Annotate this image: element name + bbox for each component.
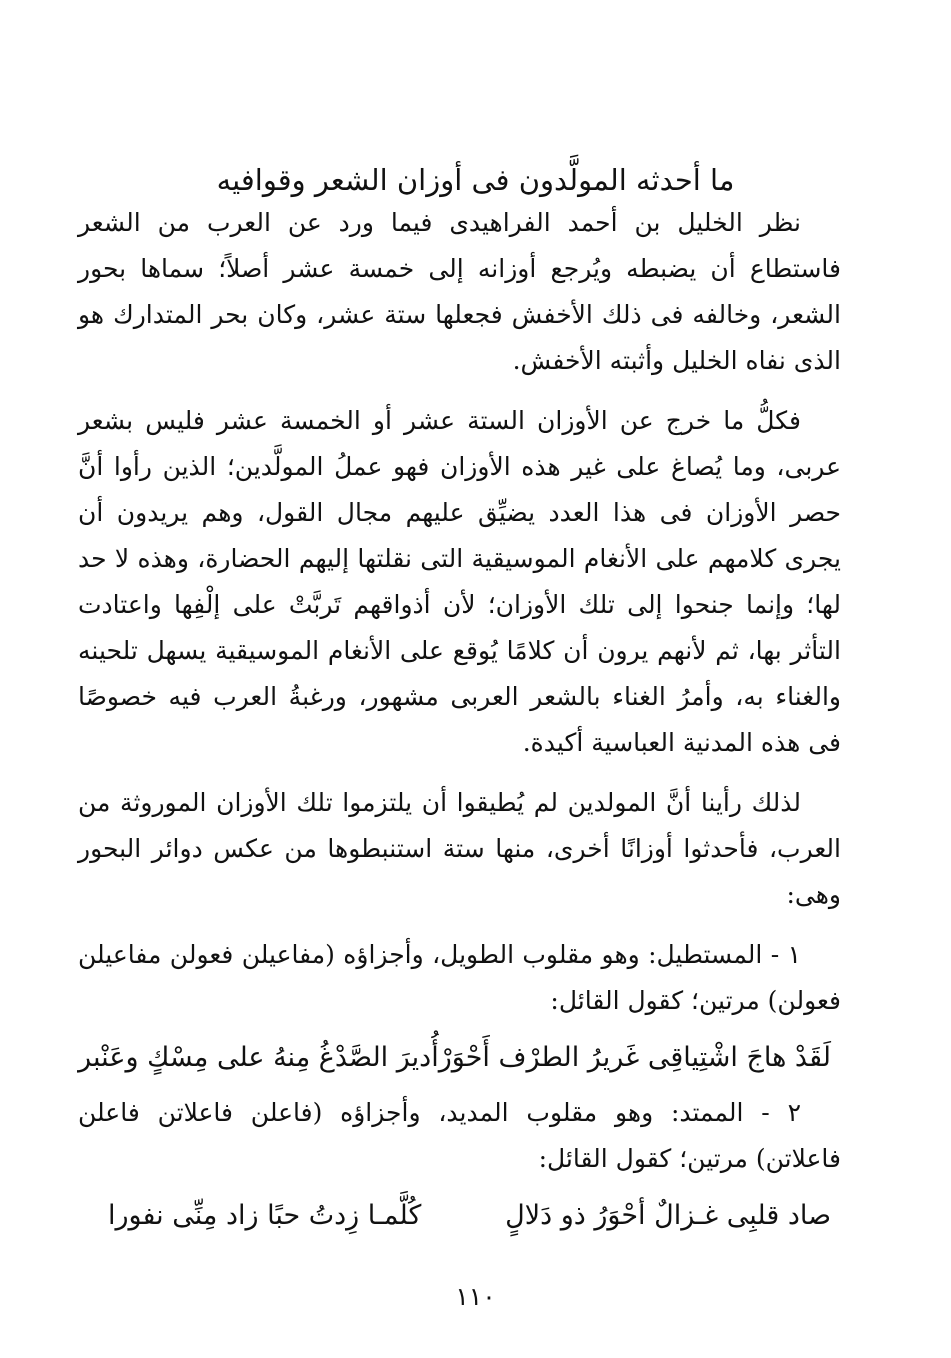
paragraph-3: لذلك رأينا أنَّ المولدين لم يُطيقوا أن يلتزموا تلك الأوزان الموروثة من العرب، فأحدثوا أوزانًا أخرى، منها ستة استنبطوها من عكس دوائر البحور وهى: xyxy=(78,788,841,909)
meter-item-2: ٢ - الممتد: وهو مقلوب المديد، وأجزاؤه (فاعلن فاعلاتن فاعلن فاعلاتن) مرتين؛ كقول القائل: xyxy=(78,1098,841,1173)
verse-1-second-hemistich: أُديرَ الصَّدْغُ مِنهُ على مِسْكٍ وعَنْبر xyxy=(78,1042,439,1073)
verse-1 xyxy=(78,1034,841,1082)
paragraph-1: نظر الخليل بن أحمد الفراهيدى فيما ورد عن العرب من الشعر فاستطاع أن يضبطه ويُرجع أوزانه إلى خمسة عشر أصلاً؛ سماها بحور الشعر، وخالفه فى ذلك الأخفش فجعلها ستة عشر، وكان بحر المتدارك هو الذى نفاه الخليل وأثبته الأخفش. xyxy=(78,208,841,375)
body-text xyxy=(78,200,841,1248)
page-number: ١١٠ xyxy=(455,1282,496,1311)
verse-2 xyxy=(78,1192,841,1240)
verse-2-first-hemistich: صاد قلبِى غـزالٌ أحْوَرُ ذو دَلالٍ xyxy=(505,1200,831,1231)
verse-2-second-hemistich: كُلَّمـا زِدتُ حبًا زاد مِنِّى نفورا xyxy=(108,1200,422,1231)
meter-item-1: ١ - المستطيل: وهو مقلوب الطويل، وأجزاؤه (مفاعيلن فعولن مفاعيلن فعولن) مرتين؛ كقول القائل: xyxy=(78,940,841,1015)
chapter-title: ما أحدثه المولَّدون فى أوزان الشعر وقوافيه xyxy=(216,163,735,197)
verse-1-first-hemistich: لَقَدْ هاجَ اشْتِياقِى غَريرُ الطرْف أَحْوَرْ xyxy=(438,1042,831,1073)
paragraph-2: فكلُّ ما خرج عن الأوزان الستة عشر أو الخمسة عشر فليس بشعر عربى، وما يُصاغ على غير هذه الأوزان فهو عملُ المولَّدين؛ الذين رأوا أنَّ حصر الأوزان فى هذا العدد يضيِّق عليهم مجال القول، وهم يريدون أن يجرى كلامهم على الأنغام الموسيقية التى نقلتها إليهم الحضارة، وهذه لا حد لها؛ وإنما جنحوا إلى تلك الأوزان؛ لأن أذواقهم تَربَّتْ على إلْفِها واعتادت التأثر بها، ثم لأنهم يرون أن كلامًا يُوقع على الأنغام الموسيقية يسهل تلحينه والغناء به، وأمرُ الغناء بالشعر العربى مشهور، ورغبةُ العرب فيه خصوصًا فى هذه المدنية العباسية أكيدة. xyxy=(78,406,841,757)
